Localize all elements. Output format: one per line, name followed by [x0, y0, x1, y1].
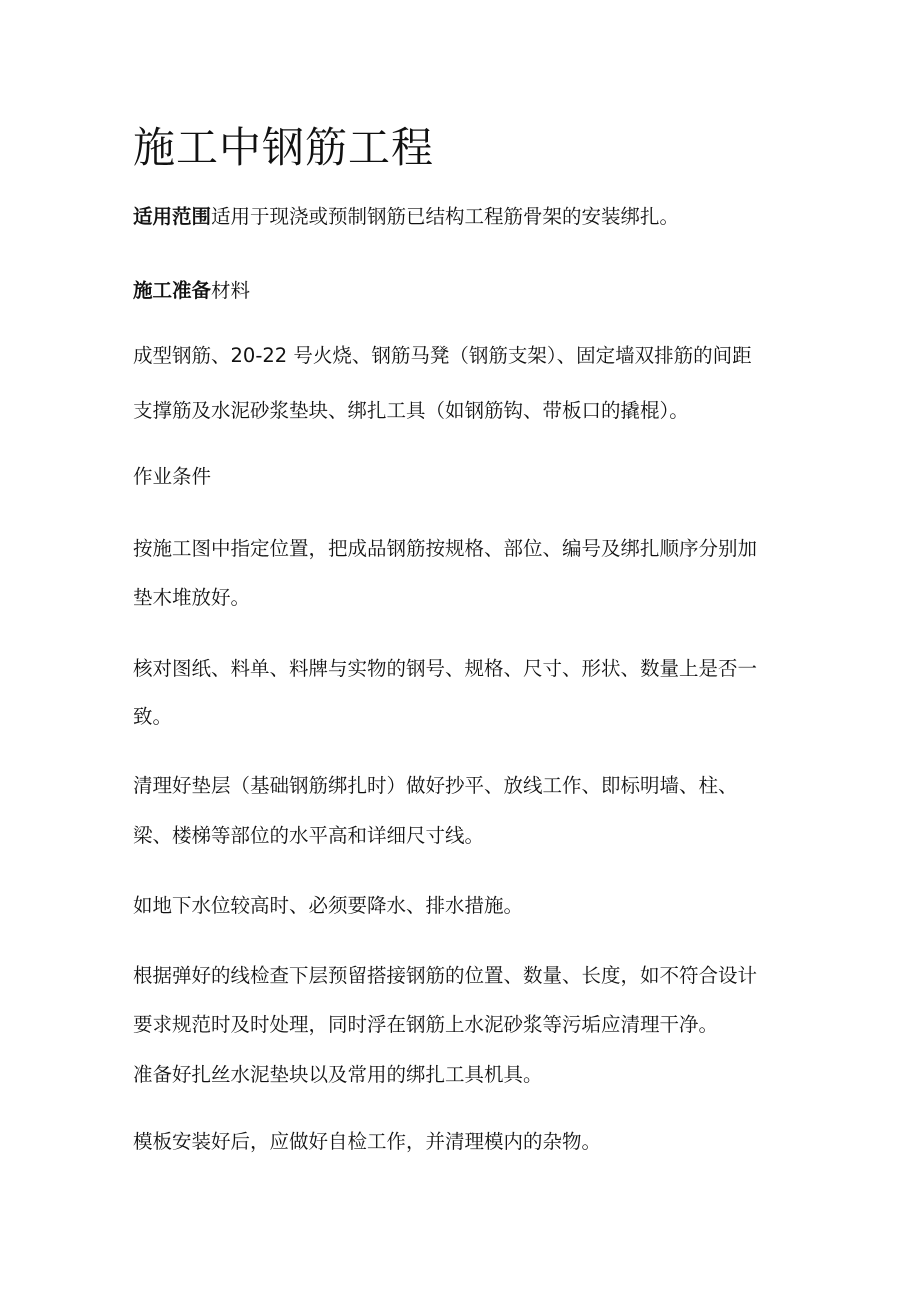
materials-line-2: 支撑筋及水泥砂浆垫块、绑扎工具（如钢筋钩、带板口的撬棍）。: [133, 399, 689, 422]
item-6: 准备好扎丝水泥垫块以及常用的绑扎工具机具。: [133, 1063, 543, 1086]
prep-paragraph: [133, 276, 250, 306]
item-2-line-2: 致。: [133, 705, 173, 728]
item-7: 模板安装好后，应做好自检工作，并清理模内的杂物。: [133, 1130, 602, 1153]
item-1-line-1: 按施工图中指定位置，把成品钢筋按规格、部位、编号及绑扎顺序分别加: [133, 537, 758, 560]
prep-label: 施工准备: [133, 279, 212, 302]
scope-label: 适用范围: [133, 205, 212, 228]
item-5-line-1: 根据弹好的线检查下层预留搭接钢筋的位置、数量、长度，如不符合设计: [133, 964, 758, 987]
materials-line-1: 成型钢筋、20-22 号火烧、钢筋马凳（钢筋支架）、固定墙双排筋的间距: [133, 344, 752, 367]
item-5-line-2: 要求规范时及时处理，同时浮在钢筋上水泥砂浆等污垢应清理干净。: [133, 1013, 719, 1036]
scope-paragraph: [133, 202, 679, 232]
scope-text: 适用于现浇或预制钢筋已结构工程筋骨架的安装绑扎。: [211, 205, 680, 228]
item-1-line-2: 垫木堆放好。: [133, 586, 251, 609]
conditions-heading: 作业条件: [133, 465, 212, 488]
item-3-line-1: 清理好垫层（基础钢筋绑扎时）做好抄平、放线工作、即标明墙、柱、: [133, 774, 738, 797]
item-4: 如地下水位较高时、必须要降水、排水措施。: [133, 894, 524, 917]
prep-text: 材料: [211, 279, 251, 302]
item-2-line-1: 核对图纸、料单、料牌与实物的钢号、规格、尺寸、形状、数量上是否一: [133, 657, 758, 680]
page-title: 施工中钢筋工程: [133, 123, 435, 172]
item-3-line-2: 梁、楼梯等部位的水平高和详细尺寸线。: [133, 824, 485, 847]
